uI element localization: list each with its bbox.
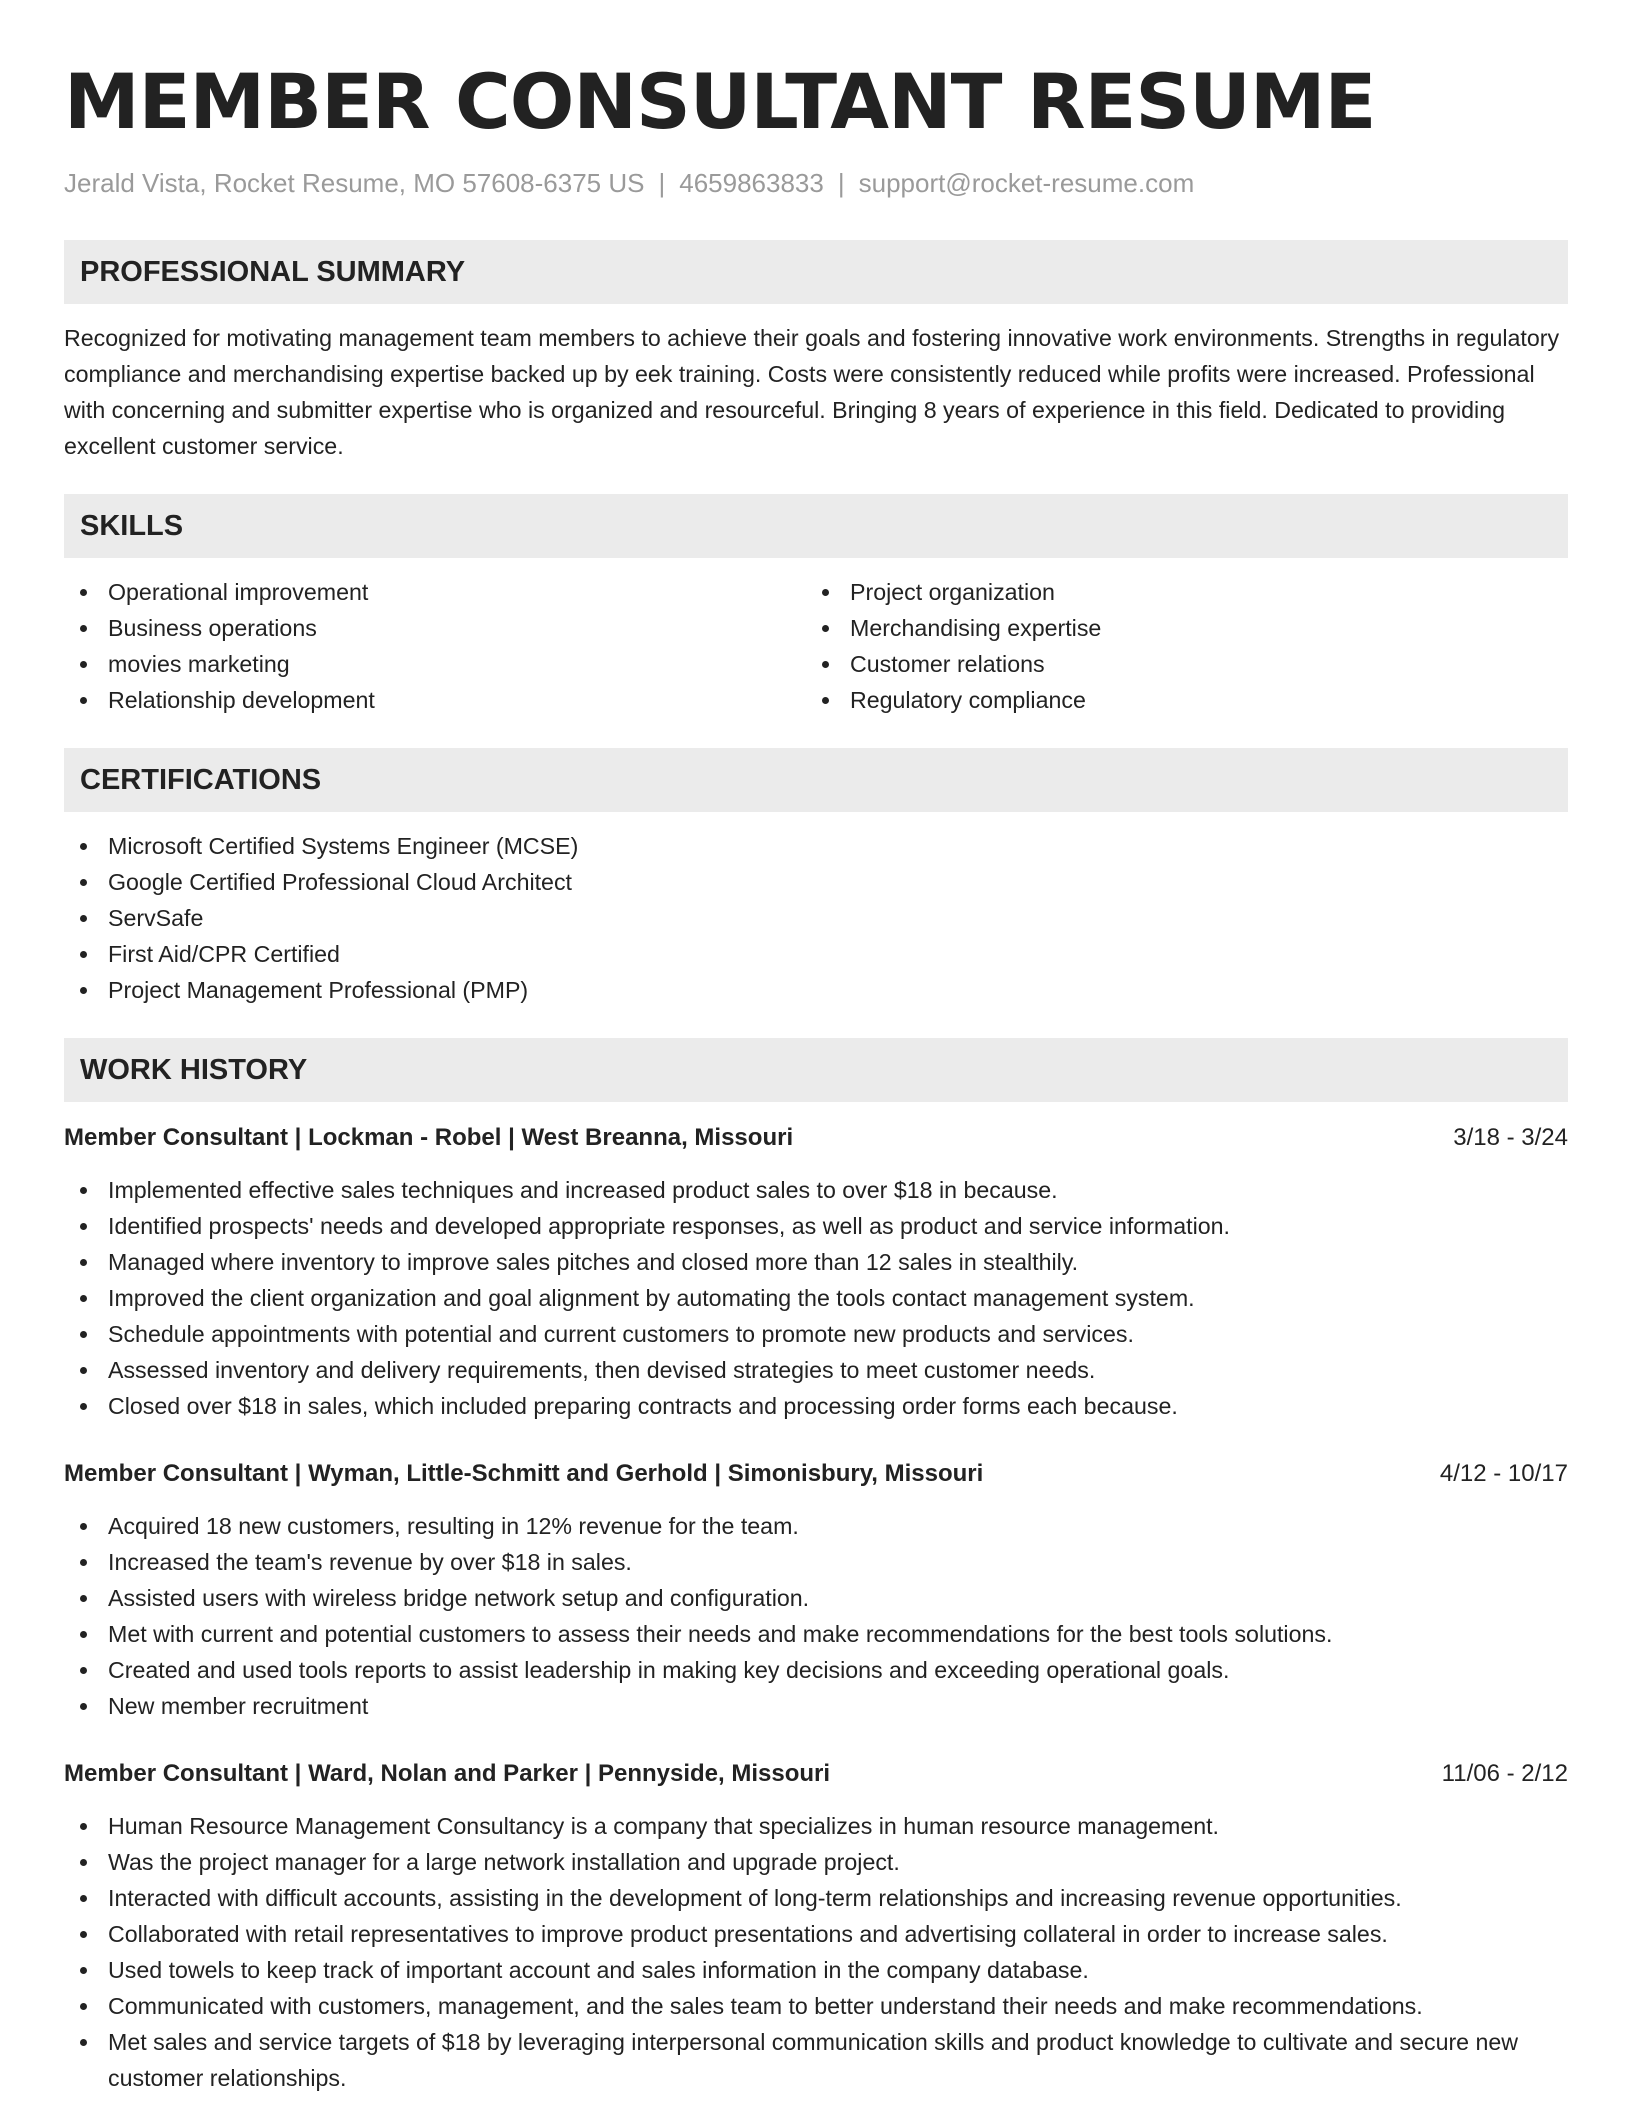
job-bullet: Was the project manager for a large network installation and upgrade project. [64, 1844, 1568, 1880]
summary-heading: PROFESSIONAL SUMMARY [64, 240, 1568, 304]
skill-item: Regulatory compliance [806, 682, 1548, 718]
job-bullet: Increased the team's revenue by over $18 in sales. [64, 1544, 1568, 1580]
job-title: Member Consultant | Wyman, Little-Schmitt and Gerhold | Simonisbury, Missouri [64, 1460, 984, 1487]
skill-item: Customer relations [806, 646, 1548, 682]
skills-grid [64, 574, 1568, 718]
work-history-section [64, 1038, 1568, 2096]
job-entry [64, 1756, 1568, 2096]
skills-left-list [64, 574, 806, 718]
job-bullet: Met sales and service targets of $18 by leveraging interpersonal communication skills and product knowledge to cultivate and secure new customer relationships. [64, 2024, 1568, 2096]
skill-item: movies marketing [64, 646, 806, 682]
certification-item: Microsoft Certified Systems Engineer (MCSE) [64, 828, 1568, 864]
contact-phone: 4659863833 [679, 168, 824, 198]
contact-address: Jerald Vista, Rocket Resume, MO 57608-6375 US [64, 168, 645, 198]
resume-page [64, 52, 1568, 2096]
job-bullet: Acquired 18 new customers, resulting in 12% revenue for the team. [64, 1508, 1568, 1544]
certification-item: Project Management Professional (PMP) [64, 972, 1568, 1008]
job-header [64, 1756, 1568, 1792]
job-bullet: Implemented effective sales techniques and increased product sales to over $18 in because. [64, 1172, 1568, 1208]
job-bullets [64, 1172, 1568, 1424]
skill-item: Project organization [806, 574, 1548, 610]
skills-right-list [806, 574, 1548, 718]
certifications-heading: CERTIFICATIONS [64, 748, 1568, 812]
contact-separator: | [658, 168, 666, 198]
job-header [64, 1120, 1568, 1156]
job-title: Member Consultant | Ward, Nolan and Parker | Pennyside, Missouri [64, 1760, 831, 1787]
skill-item: Operational improvement [64, 574, 806, 610]
certifications-list [64, 828, 1568, 1008]
job-bullet: Collaborated with retail representatives to improve product presentations and advertising collateral in order to increase sales. [64, 1916, 1568, 1952]
job-bullet: Met with current and potential customers to assess their needs and make recommendations for the best tools solutions. [64, 1616, 1568, 1652]
contact-separator: | [837, 168, 845, 198]
job-bullet: Assessed inventory and delivery requirements, then devised strategies to meet customer needs. [64, 1352, 1568, 1388]
work-history-heading: WORK HISTORY [64, 1038, 1568, 1102]
summary-text: Recognized for motivating management team members to achieve their goals and fostering innovative work environments. Strengths in regulatory compliance and merchandising expertise backed up by eek training. Costs were consistently reduced while profits were increased. Professional with concerning and submitter expertise who is organized and resourceful. Bringing 8 years of experience in this field. Dedicated to providing excellent customer service. [64, 325, 1560, 459]
job-bullet: Communicated with customers, management, and the sales team to better understand their needs and make recommendations. [64, 1988, 1568, 2024]
job-bullet: Managed where inventory to improve sales pitches and closed more than 12 sales in stealthily. [64, 1244, 1568, 1280]
job-entry [64, 1456, 1568, 1724]
certifications-section [64, 748, 1568, 1008]
job-bullet: Used towels to keep track of important account and sales information in the company database. [64, 1952, 1568, 1988]
job-bullets [64, 1808, 1568, 2096]
skills-heading: SKILLS [64, 494, 1568, 558]
contact-email: support@rocket-resume.com [858, 168, 1195, 198]
summary-section [64, 240, 1568, 464]
job-bullet: Assisted users with wireless bridge network setup and configuration. [64, 1580, 1568, 1616]
skill-item: Relationship development [64, 682, 806, 718]
job-header [64, 1456, 1568, 1492]
job-dates: 4/12 - 10/17 [1439, 1460, 1568, 1487]
job-bullet: Closed over $18 in sales, which included preparing contracts and processing order forms each because. [64, 1388, 1568, 1424]
job-entry [64, 1120, 1568, 1424]
contact-line [64, 166, 1568, 200]
job-bullet: New member recruitment [64, 1688, 1568, 1724]
job-bullet: Human Resource Management Consultancy is a company that specializes in human resource management. [64, 1808, 1568, 1844]
job-dates: 3/18 - 3/24 [1453, 1124, 1568, 1151]
job-bullet: Schedule appointments with potential and current customers to promote new products and services. [64, 1316, 1568, 1352]
job-dates: 11/06 - 2/12 [1441, 1760, 1568, 1787]
job-title: Member Consultant | Lockman - Robel | West Breanna, Missouri [64, 1124, 794, 1151]
resume-title: MEMBER CONSULTANT RESUME [64, 57, 1376, 146]
skill-item: Business operations [64, 610, 806, 646]
skill-item: Merchandising expertise [806, 610, 1548, 646]
certification-item: Google Certified Professional Cloud Architect [64, 864, 1568, 900]
certification-item: ServSafe [64, 900, 1568, 936]
job-bullet: Improved the client organization and goal alignment by automating the tools contact management system. [64, 1280, 1568, 1316]
job-bullets [64, 1508, 1568, 1724]
job-bullet: Interacted with difficult accounts, assisting in the development of long-term relationships and increasing revenue opportunities. [64, 1880, 1568, 1916]
job-bullet: Created and used tools reports to assist leadership in making key decisions and exceeding operational goals. [64, 1652, 1568, 1688]
skills-section [64, 494, 1568, 718]
job-bullet: Identified prospects' needs and developed appropriate responses, as well as product and service information. [64, 1208, 1568, 1244]
certification-item: First Aid/CPR Certified [64, 936, 1568, 972]
